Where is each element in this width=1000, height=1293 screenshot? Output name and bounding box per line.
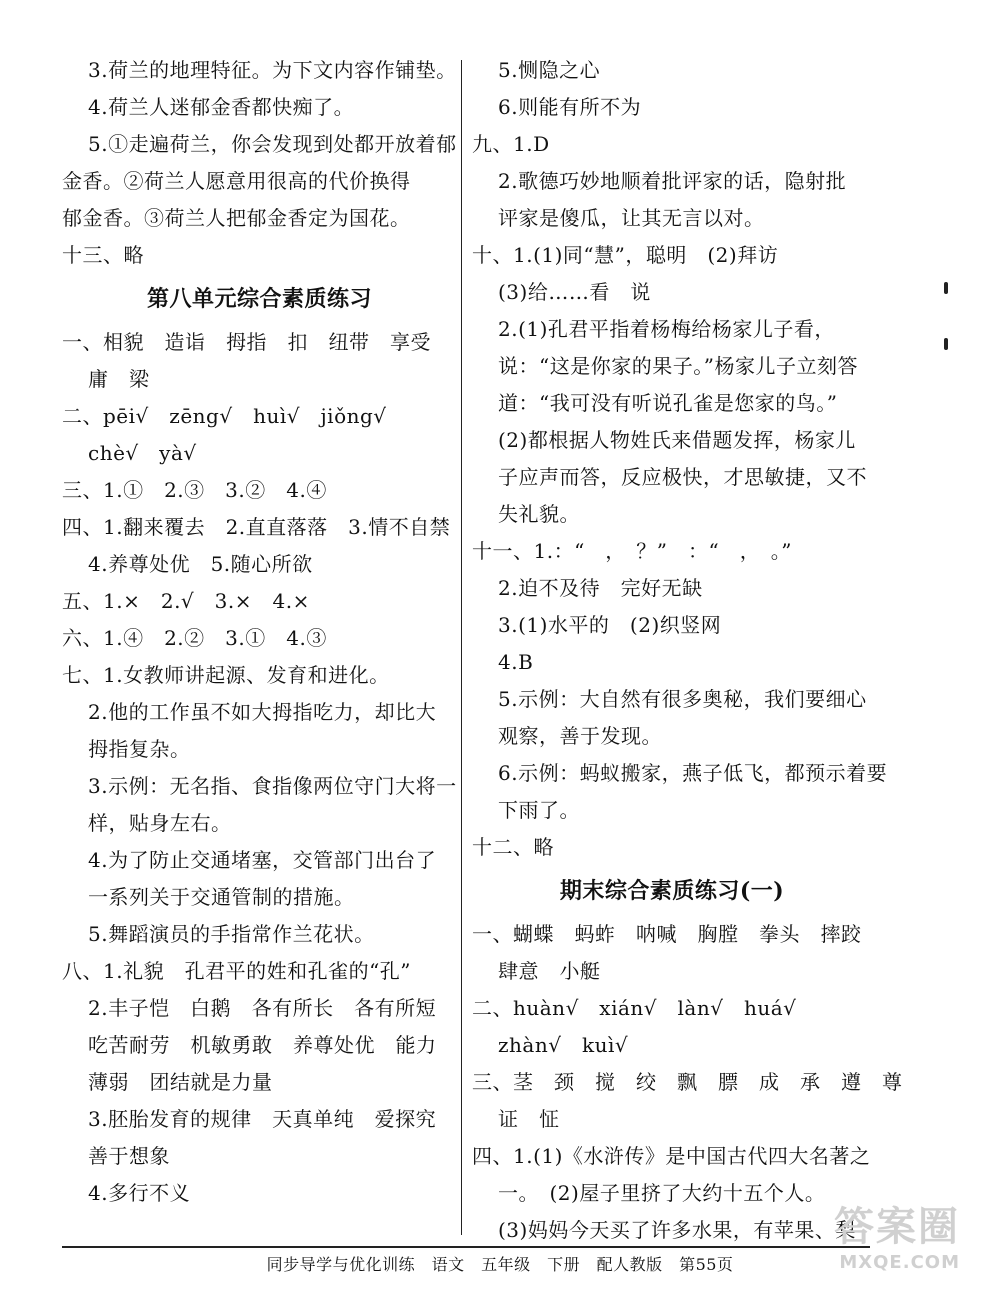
- answer-line: 2.他的工作虽不如大拇指吃力，却比大: [88, 700, 437, 724]
- answer-line: 4.荷兰人迷郁金香都快痴了。: [88, 95, 355, 119]
- answer-line: 5.恻隐之心: [498, 58, 601, 82]
- column-divider: [461, 60, 462, 1235]
- answer-line: 下雨了。: [498, 798, 580, 822]
- answer-line: 四、1.翻来覆去 2.直直落落 3.情不自禁: [62, 515, 451, 539]
- answer-line: (3)给……看 说: [498, 280, 651, 304]
- answer-line: 2.(1)孔君平指着杨梅给杨家儿子看，: [498, 317, 835, 341]
- answer-line: 评家是傻瓜，让其无言以对。: [498, 206, 765, 230]
- answer-line: 十三、略: [62, 243, 144, 267]
- section-heading: 第八单元综合素质练习: [146, 286, 372, 312]
- answer-line: 一。 (2)屋子里挤了大约十五个人。: [498, 1181, 826, 1205]
- answer-line: 失礼貌。: [498, 502, 580, 526]
- answer-line: 八、1.礼貌 孔君平的姓和孔雀的“孔”: [62, 959, 412, 983]
- page-footer: 同步导学与优化训练 语文 五年级 下册 配人教版 第55页: [266, 1255, 734, 1274]
- answer-line: 3.荷兰的地理特征。为下文内容作铺垫。: [88, 58, 457, 82]
- answer-line: 观察，善于发现。: [498, 724, 662, 748]
- left-column: [62, 52, 457, 1212]
- answer-line: 3.胚胎发育的规律 天真单纯 爱探究: [88, 1107, 437, 1131]
- answer-line: 善于想象: [88, 1144, 170, 1168]
- answer-line: 三、1.① 2.③ 3.② 4.④: [62, 478, 327, 502]
- answer-line: 金香。②荷兰人愿意用很高的代价换得: [62, 169, 411, 193]
- answer-line: 肆意 小艇: [498, 959, 601, 983]
- answer-line: 样，贴身左右。: [88, 811, 232, 835]
- answer-line: 薄弱 团结就是力量: [88, 1070, 273, 1094]
- answer-line: 6.则能有所不为: [498, 95, 642, 119]
- answer-line: 郁金香。③荷兰人把郁金香定为国花。: [62, 206, 411, 230]
- answer-line: (2)都根据人物姓氏来借题发挥，杨家儿: [498, 428, 856, 452]
- answer-line: 3.示例：无名指、食指像两位守门大将一: [88, 774, 457, 798]
- answer-line: 5.示例：大自然有很多奥秘，我们要细心: [498, 687, 867, 711]
- answer-line: 七、1.女教师讲起源、发育和进化。: [62, 663, 390, 687]
- answer-line: (3)妈妈今天买了许多水果，有苹果、梨: [498, 1218, 856, 1242]
- answer-line: 十二、略: [472, 835, 554, 859]
- answer-line: 拇指复杂。: [88, 737, 191, 761]
- answer-line: chè√ yà√: [88, 441, 197, 465]
- answer-line: 道：“我可没有听说孔雀是您家的鸟。”: [498, 391, 838, 415]
- watermark-text: 答案圈: [834, 1204, 960, 1250]
- answer-line: 六、1.④ 2.② 3.① 4.③: [62, 626, 327, 650]
- answer-line: 九、1.D: [472, 132, 550, 156]
- answer-line: 十一、1.：“ ， ？” ：“ ， 。”: [472, 539, 792, 563]
- answer-line: 一系列关于交通管制的措施。: [88, 885, 355, 909]
- answer-line: 4.B: [498, 650, 534, 674]
- answer-line: 2.歌德巧妙地顺着批评家的话，隐射批: [498, 169, 847, 193]
- answer-line: 2.丰子恺 白鹅 各有所长 各有所短: [88, 996, 437, 1020]
- answer-line: 子应声而答，反应极快，才思敏捷，又不: [498, 465, 867, 489]
- answer-line: 庸 梁: [88, 367, 150, 391]
- answer-line: 吃苦耐劳 机敏勇敢 养尊处优 能力: [88, 1033, 437, 1057]
- section-heading: 期末综合素质练习(一): [559, 878, 785, 904]
- answer-line: 6.示例：蚂蚁搬家，燕子低飞，都预示着要: [498, 761, 888, 785]
- answer-line: 4.多行不义: [88, 1181, 191, 1205]
- watermark-url: MXQE.COM: [839, 1252, 960, 1273]
- answer-line: 3.(1)水平的 (2)织竖网: [498, 613, 722, 637]
- answer-line: 五、1.× 2.√ 3.× 4.×: [62, 589, 310, 613]
- answer-line: 二、pēi√ zēng√ huì√ jiǒng√: [62, 404, 387, 428]
- answer-line: 2.迫不及待 完好无缺: [498, 576, 703, 600]
- footer-rule: [62, 1246, 870, 1248]
- answer-line: 4.养尊处优 5.随心所欲: [88, 552, 313, 576]
- answer-line: 证 怔: [498, 1107, 560, 1131]
- answer-line: 说：“这是你家的果子。”杨家儿子立刻答: [498, 354, 858, 378]
- answer-line: 5.①走遍荷兰，你会发现到处都开放着郁: [88, 132, 457, 156]
- answer-line: 4.为了防止交通堵塞，交管部门出台了: [88, 848, 437, 872]
- watermark-logo: [834, 1195, 960, 1273]
- margin-mark: [944, 338, 948, 350]
- answer-line: 十、1.(1)同“慧”，聪明 (2)拜访: [472, 243, 779, 267]
- answer-line: 二、huàn√ xián√ làn√ huá√: [472, 996, 797, 1020]
- answer-line: 一、相貌 造诣 拇指 扣 纽带 享受: [62, 330, 431, 354]
- margin-mark: [944, 282, 948, 294]
- answer-line: 5.舞蹈演员的手指常作兰花状。: [88, 922, 375, 946]
- answer-line: zhàn√ kuì√: [498, 1033, 629, 1057]
- answer-line: 四、1.(1)《水浒传》是中国古代四大名著之: [472, 1144, 871, 1168]
- answer-line: 一、蝴蝶 蚂蚱 呐喊 胸膛 拳头 摔跤: [472, 922, 862, 946]
- answer-line: 三、茎 颈 搅 绞 飘 膘 成 承 遵 尊: [472, 1070, 903, 1094]
